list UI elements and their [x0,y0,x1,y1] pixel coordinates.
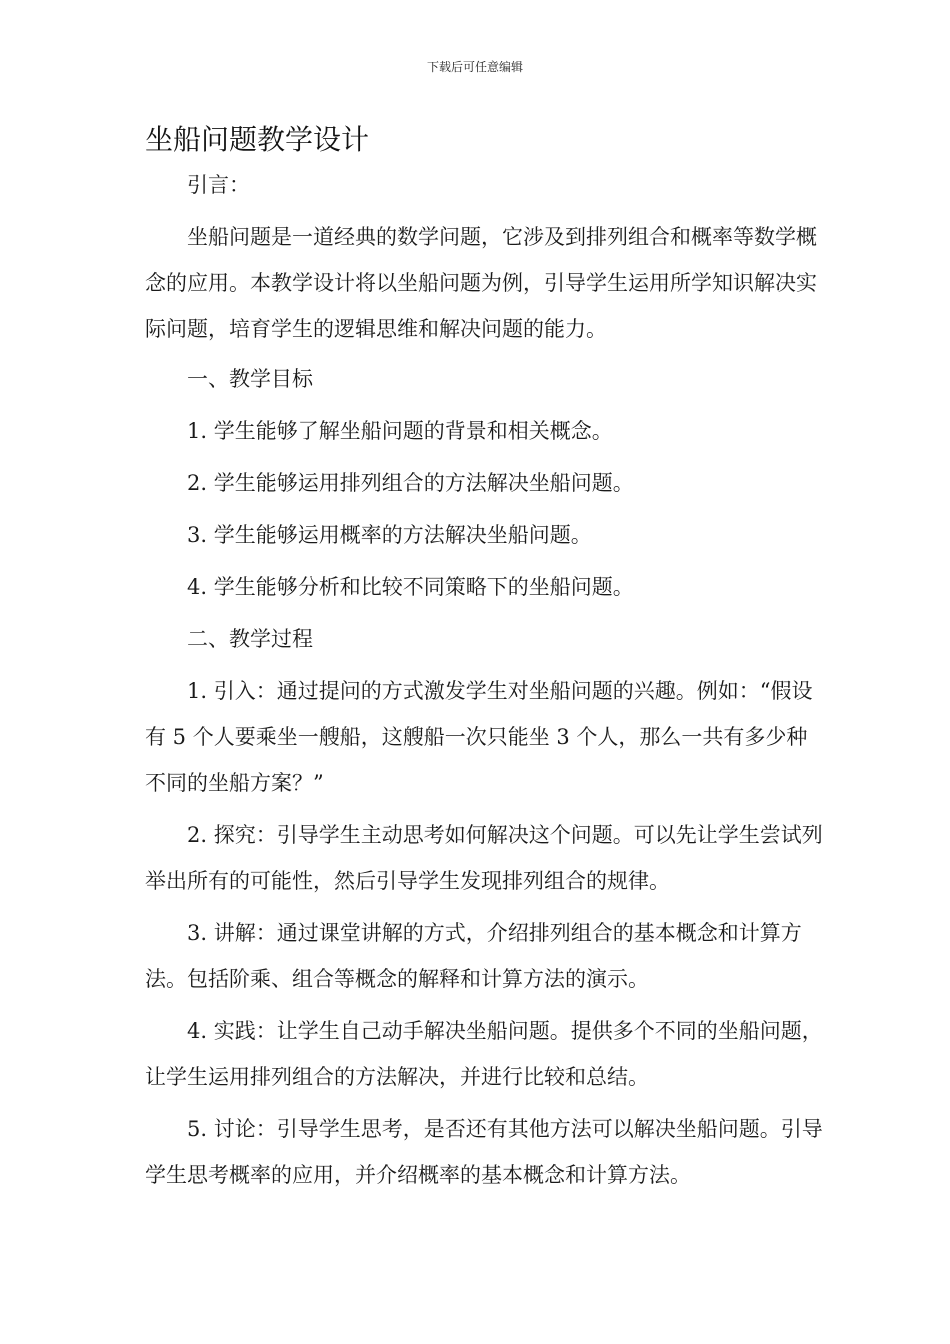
objective-item: 1. 学生能够了解坐船问题的背景和相关概念。 [187,419,613,443]
section-process [145,616,825,1204]
intro-label: 引言： [187,173,250,197]
section-heading-process: 二、教学过程 [187,627,313,651]
section-heading-objectives: 一、教学目标 [187,367,313,391]
section-objectives [145,356,825,616]
intro-section [145,162,825,208]
objective-item: 2. 学生能够运用排列组合的方法解决坐船问题。 [187,471,634,495]
page-header: 下载后可任意编辑 [426,60,523,74]
document-title: 坐船问题教学设计 [145,123,370,156]
objective-item: 3. 学生能够运用概率的方法解决坐船问题。 [187,523,592,547]
process-item: 2. 探究：引导学生主动思考如何解决这个问题。可以先让学生尝试列举出所有的可能性，然后引导学生发现排列组合的规律。 [145,823,823,893]
process-item: 4. 实践：让学生自己动手解决坐船问题。提供多个不同的坐船问题，让学生运用排列组合的方法解决，并进行比较和总结。 [145,1019,823,1089]
process-item: 1. 引入：通过提问的方式激发学生对坐船问题的兴趣。例如：“假设有 5 个人要乘坐一艘船，这艘船一次只能坐 3 个人，那么一共有多少种不同的坐船方案？” [145,679,813,795]
intro-block [145,214,825,352]
process-item: 3. 讲解：通过课堂讲解的方式，介绍排列组合的基本概念和计算方法。包括阶乘、组合等概念的解释和计算方法的演示。 [145,921,802,991]
intro-paragraph: 坐船问题是一道经典的数学问题，它涉及到排列组合和概率等数学概念的应用。本教学设计将以坐船问题为例，引导学生运用所学知识解决实际问题，培育学生的逻辑思维和解决问题的能力。 [145,225,817,341]
process-item: 5. 讨论：引导学生思考，是否还有其他方法可以解决坐船问题。引导学生思考概率的应用，并介绍概率的基本概念和计算方法。 [145,1117,823,1187]
objective-item: 4. 学生能够分析和比较不同策略下的坐船问题。 [187,575,634,599]
